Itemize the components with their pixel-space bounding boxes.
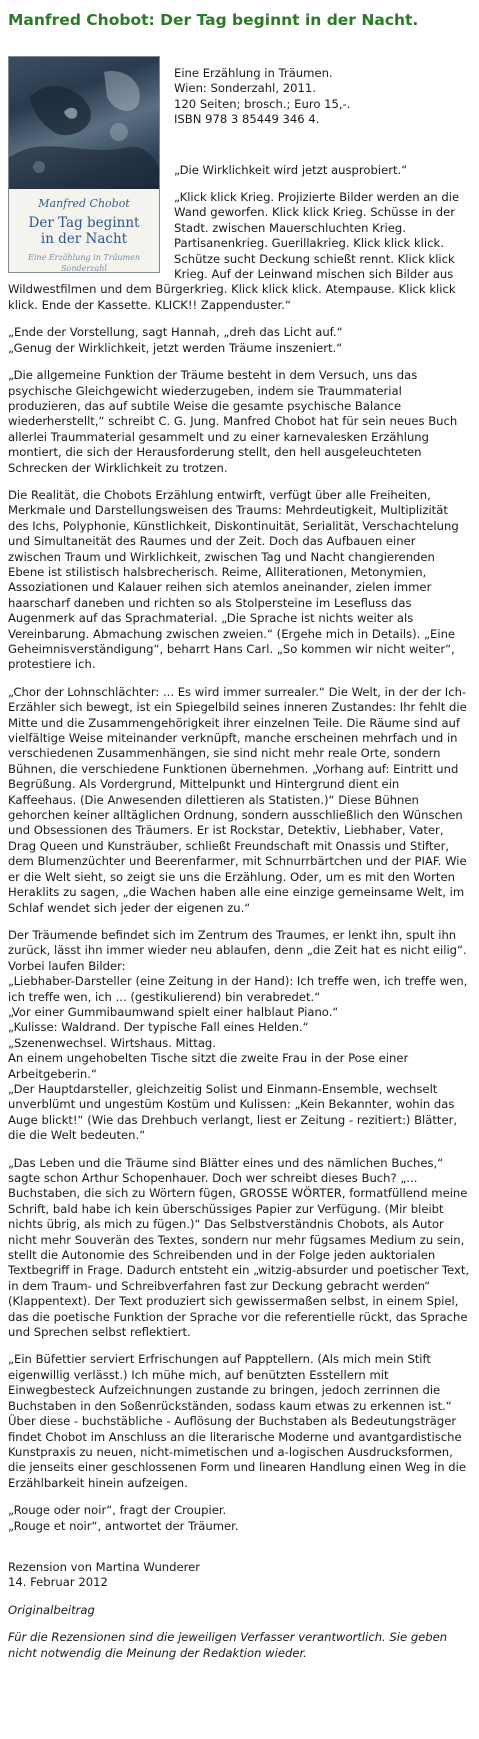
page-title: Manfred Chobot: Der Tag beginnt in der Nacht. — [8, 11, 419, 29]
dream-line: „Der Hauptdarsteller, gleichzeitig Solist und Einmann-Ensemble, wechselt unverblümt und ungestüm Kostüm und Kulissen: „Kein Bekannter, wohin das Auge blickt!“ (Wie das Drehbuch verlangt, liest er Zeitung - rezitiert:) Blätter, die die Welt bedeuten.“ — [8, 1081, 458, 1143]
meta-line: 120 Seiten; brosch.; Euro 15,-. — [174, 96, 351, 111]
paragraph: „Chor der Lohnschlächter: ... Es wird immer surrealer.“ Die Welt, in der der Ich-Erzähler sich bewegt, ist ein Spiegelbild seines inneren Zustandes: Ihr fehlt die Mitte und die Zusammengehörigkeit ihrer einzelnen Teile. Die Räume sind auf vielfältige Weise miteinander verknüpft, manche erscheinen mehrfach und in verschiedenen Zusammenhängen, sie sind nicht mehr reale Orte, sondern Bühnen, die verschiedene Funktionen übernehmen. „Vorhang auf: Eintritt und Begrüßung. Als Vordergrund, Mittelpunkt und Hintergrund dient ein Kaffeehaus. (Die Anwesenden dilettieren als Statisten.)“ Diese Bühnen gehorchen keiner alltäglichen Ordnung, sondern ausschließlich den Wünschen und Obsessionen des Träumers. Er ist Rockstar, Detektiv, Liebhaber, Vater, Drag Queen und Kunsträuber, schließt Freundschaft mit Onassis und Stifter, dem Blumenzüchter und Beerenfarmer, mit Schnurrbärtchen und der PIAF. Wie er die Welt sieht, so zeigt sie uns die Erzählung. Oder, um es mit den Worten Heraklits zu sagen, „die Wachen haben alle eine einzige gemeinsame Welt, im Schlaf wendet sich jeder der eigenen zu.“ — [8, 684, 467, 915]
paragraph: „Ein Büfettier serviert Erfrischungen auf Papptellern. (Als mich mein Stift eigenwillig verlässt.) Ich mühe mich, auf benützten Esstellern mit Einwegbesteck Aufzeichnungen zustande zu bringen, jedoch zerrinnen die Buchstaben in den Soßenrückständen, sodass kaum etwas zu erkennen ist.“ Über diese - buchstäbliche - Auflösung der Buchstaben als Bedeutungsträger findet Chobot im Anschluss an die literarische Moderne und avantgardistische Kunstpraxis zu neuen, nicht-mimetischen und a-logischen Ausdrucksformen, die jenseits einer geschlossenen Form und linearen Handlung einen Weg in die Erzählbarkeit hinein aufzeigen. — [8, 1352, 466, 1490]
dream-line: „Szenenwechsel. Wirtshaus. Mittag. — [8, 1035, 216, 1050]
original-label: Originalbeitrag — [8, 1602, 95, 1617]
dream-line: Der Träumende befindet sich im Zentrum des Traumes, er lenkt ihn, spult ihn zurück, lässt ihn immer wieder neu ablaufen, denn „die Zeit hat es nicht eilig“. Vorbei laufen Bilder: — [8, 927, 467, 973]
dream-line: „Vor einer Gummibaumwand spielt einer halblaut Piano.“ — [8, 1004, 339, 1019]
cover-publisher: Sonderzahl — [61, 264, 107, 273]
meta-line: ISBN 978 3 85449 346 4. — [174, 112, 320, 127]
closing-line: „Rouge oder noir“, fragt der Croupier. — [8, 1503, 227, 1518]
book-meta — [172, 30, 471, 128]
cover-author: Manfred Chobot — [38, 197, 130, 210]
paragraph — [8, 325, 471, 356]
cover-title — [9, 215, 159, 247]
dream-line: An einem ungehobelten Tische sitzt die zweite Frau in der Pose einer Arbeitgeberin.“ — [8, 1051, 409, 1081]
cover-subtitle: Eine Erzählung in Träumen — [28, 253, 140, 262]
closing-line: „Rouge et noir“, antwortet der Träumer. — [8, 1518, 239, 1533]
meta-line: Eine Erzählung in Träumen. — [174, 66, 333, 80]
meta-line: Wien: Sonderzahl, 2011. — [174, 81, 316, 96]
paragraph: „Klick klick Krieg. Projizierte Bilder werden an die Wand geworfen. Klick klick Krieg. Schüsse in der Stadt. zwischen Mauerschluchten Krieg. Partisanenkrieg. Guerillakrieg. Klick klick klick. Schütze sucht Deckung schießt rennt. Klick klick Krieg. Auf der Leinwand mischen sich Bilder aus Wildwestfilmen und dem Bürgerkrieg. Klick klick klick. Atempause. Klick klick klick. Ende der Kassette. KLICK!! Zappenduster.“ — [8, 190, 460, 312]
paragraph: „Das Leben und die Träume sind Blätter eines und des nämlichen Buches,“ sagte schon Arthur Schopenhauer. Doch wer schreibt dieses Buch? „... Buchstaben, die sich zu Wörtern fügen, GROSSE WÖRTER, formatfüllend meine Schrift, bald habe ich kein überschüssiges Papier zur Verfügung. (Mir bleibt nichts übrig, als mich zu fügen.)“ Das Selbstverständnis Chobots, als Autor nicht mehr Souverän des Textes, sondern nur mehr fügsames Medium zu sein, stellt die Autonomie des Schreibenden und in der Folge jeden auktorialen Textbegriff in Frage. Dadurch entsteht ein „witzig-absurder und poetischer Text, in dem Traum- und Schreibverfahren fast zur Deckung gebracht werden“ (Klappentext). Der Text produziert sich gewissermaßen selbst, in einem Spiel, das die poetische Funktion der Sprache vor die referentielle rückt, das Sprache und Sprechen selbst reflektiert. — [8, 1155, 470, 1340]
dream-lines — [8, 928, 471, 1144]
review-date: 14. Februar 2012 — [8, 1575, 108, 1590]
review-page — [8, 0, 471, 1673]
closing-lines — [8, 1503, 471, 1534]
paragraph: Die Realität, die Chobots Erzählung entwirft, verfügt über alle Freiheiten, Merkmale und Darstellungsweisen des Traums: Mehrdeutigkeit, Multiplizität des Ichs, Polyphonie, Künstlichkeit, Diskontinuität, Serialität, Verschachtelung und Simultaneität des Raumes und der Zeit. Doch das Aufbauen einer zwischen Traum und Wirklichkeit, zwischen Tag und Nacht changierenden Ebene ist stilistisch halsbrecherisch. Reime, Alliterationen, Metonymien, Assoziationen und Kalauer reihen sich atemlos aneinander, zielen immer haarscharf daneben und richten so als Stolpersteine im Lesefluss das Augenmerk auf das Sprachmaterial. „Die Sprache ist nichts weiter als Vereinbarung. Abmachung zwischen zweien.“ (Ergehe mich in Details). „Eine Geheimnisverständigung“, beharrt Hans Carl. „So kommen wir nicht weiter“, protestiere ich. — [8, 487, 459, 672]
book-cover-image — [8, 56, 160, 273]
paragraph: „Die Wirklichkeit wird jetzt ausprobiert.“ — [174, 162, 408, 177]
cover-photo — [9, 57, 159, 189]
reviewer: Rezension von Martina Wunderer — [8, 1559, 201, 1574]
reviewer-block — [8, 1560, 471, 1591]
disclaimer: Für die Rezensionen sind die jeweiligen Verfasser verantwortlich. Sie geben nicht notwendig die Meinung der Redaktion wieder. — [8, 1630, 448, 1660]
line: „Genug der Wirklichkeit, jetzt werden Träume inszeniert.“ — [8, 340, 343, 355]
dream-line: „Liebhaber-Darsteller (eine Zeitung in der Hand): Ich treffe wen, ich treffe wen, ich treffe wen, ich ... (gestikulierend) bin verabredet.“ — [8, 974, 468, 1004]
dream-line: „Kulisse: Waldrand. Der typische Fall eines Helden.“ — [8, 1020, 309, 1035]
cover-title-line1: Der Tag beginnt — [28, 215, 140, 231]
paragraph: „Die allgemeine Funktion der Träume besteht in dem Versuch, uns das psychische Gleichgewicht wiederzugeben, indem sie Traummaterial produzieren, das auf subtile Weise die gesamte psychische Balance wiederherstellt,“ schreibt C. G. Jung. Manfred Chobot hat für sein neues Buch allerlei Traummaterial gesammelt und zu einer karnevalesken Erzählung montiert, die sich der Herausforderung stellt, den hell ausgeleuchteten Schrecken der Wirklichkeit zu trotzen. — [8, 368, 458, 475]
cover-title-line2: in der Nacht — [40, 231, 128, 247]
line: „Ende der Vorstellung, sagt Hannah, „dreh das Licht auf.“ — [8, 325, 343, 340]
